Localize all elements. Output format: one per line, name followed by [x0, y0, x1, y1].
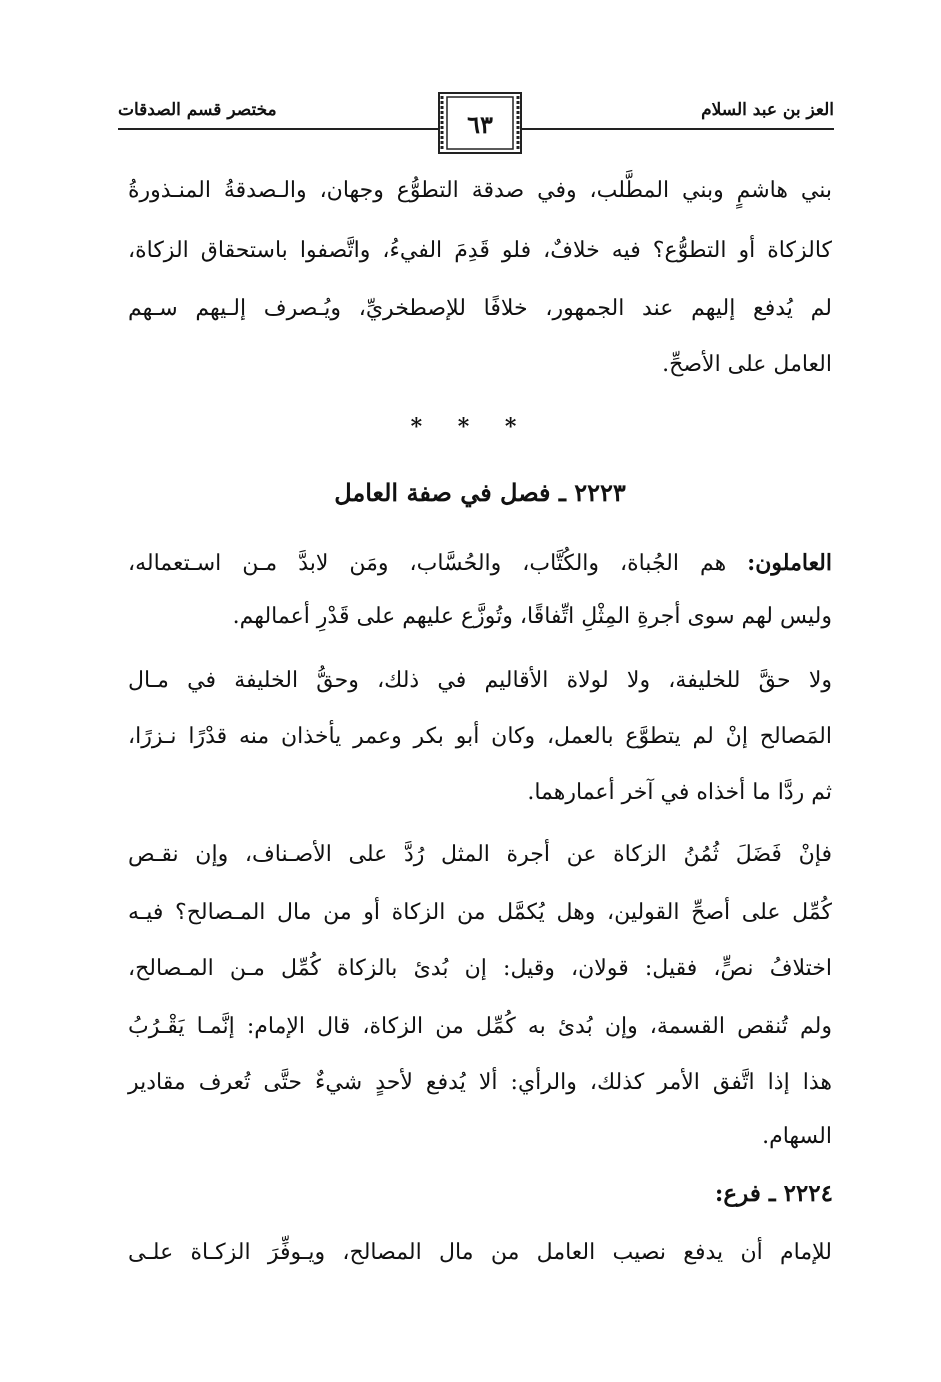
- text-run: هم الجُباة، والكُتَّاب، والحُسَّاب، ومَن لابدَّ مـن اسـتعماله،: [128, 551, 748, 576]
- text-line: ثم ردَّا ما أخذاه في آخر أعمارهما.: [527, 780, 832, 805]
- text-line: [128, 550, 832, 576]
- text-line: كالزكاة أو التطوُّع؟ فيه خلافٌ، فلو قَدِمَ الفيءُ، واتَّصفوا باستحقاق الزكاة،: [128, 238, 832, 263]
- text-line: للإمام أن يدفع نصيب العامل من مال المصالح، ويـوفِّرَ الزكـاة علـى: [128, 1240, 832, 1265]
- text-line: كُمِّل على أصحِّ القولين، وهل يُكمَّل من الزكاة أو من مال المـصالح؟ فيـه: [128, 900, 832, 925]
- book-title: مختصر قسم الصدقات: [118, 100, 277, 120]
- text-line: فإنْ فَضَلَ ثُمُنُ الزكاة عن أجرة المثل رُدَّ على الأصـناف، وإن نقـص: [128, 842, 832, 867]
- page-number: ٦٣: [467, 110, 493, 139]
- term-lead: العاملون:: [747, 550, 832, 576]
- text-line: اختلافُ نصٍّ، فقيل: قولان، وقيل: إن بُدئ بالزكاة كُمِّل مـن المـصالح،: [128, 956, 832, 981]
- section-separator: * * *: [410, 414, 531, 440]
- page-header: [118, 92, 834, 158]
- author-title: العز بن عبد السلام: [701, 100, 834, 120]
- section-heading: ٢٢٢٣ ـ فصل في صفة العامل: [334, 478, 626, 507]
- text-line: لم يُدفع إليهم عند الجمهور، خلافًا للإصطخريِّ، ويُـصرف إلـيهم سـهم: [128, 296, 832, 321]
- text-line: المَصالح إنْ لم يتطوَّع بالعمل، وكان أبو بكر وعمر يأخذان منه قدْرًا نـزرًا،: [128, 724, 832, 749]
- text-line: السهام.: [762, 1124, 832, 1149]
- sub-heading: ٢٢٢٤ ـ فرع:: [714, 1180, 833, 1207]
- text-line: العامل على الأصحِّ.: [662, 352, 832, 377]
- text-line: ولم تُنقص القسمة، وإن بُدئ به كُمِّل من الزكاة، قال الإمام: إنَّمـا يَقْـرُبُ: [128, 1014, 832, 1039]
- page-number-frame: [438, 92, 522, 154]
- text-line: ولا حقَّ للخليفة، ولا لولاة الأقاليم في ذلك، وحقُّ الخليفة في مـال: [128, 668, 832, 693]
- text-line: بني هاشمٍ وبني المطَّلب، وفي صدقة التطوُّع وجهان، والـصدقةُ المنـذورةُ: [128, 178, 832, 203]
- text-line: وليس لهم سوى أجرةِ المِثْلِ اتِّفاقًا، وتُوزَّع عليهم على قَدْرِ أعمالهم.: [232, 604, 832, 629]
- text-line: هذا إذا اتَّفق الأمر كذلك، والرأي: ألا يُدفع لأحدٍ شيءٌ حتَّى تُعرف مقادير: [128, 1070, 832, 1095]
